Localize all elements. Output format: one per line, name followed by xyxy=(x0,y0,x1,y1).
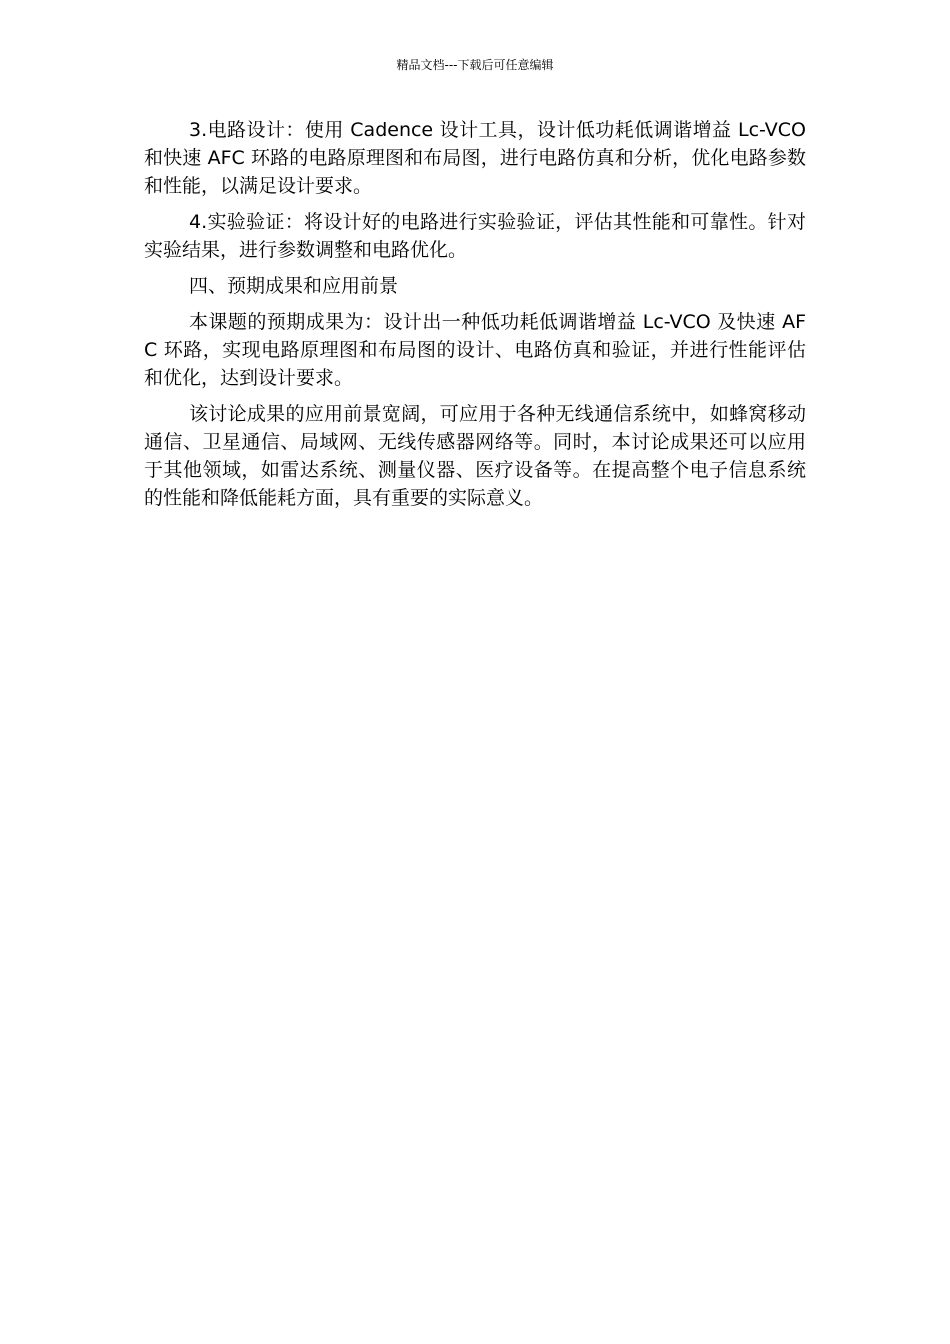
paragraph-circuit-design: 3.电路设计：使用 Cadence 设计工具，设计低功耗低调谐增益 Lc-VCO 和快速 AFC 环路的电路原理图和布局图，进行电路仿真和分析，优化电路参数和性能，以满足设计要求。 xyxy=(144,119,806,197)
document-body xyxy=(144,116,806,520)
section-heading-expected-results: 四、预期成果和应用前景 xyxy=(189,275,399,297)
page-header: 精品文档---下载后可任意编辑 xyxy=(396,58,554,72)
paragraph-application-prospects: 该讨论成果的应用前景宽阔，可应用于各种无线通信系统中，如蜂窝移动通信、卫星通信、局域网、无线传感器网络等。同时，本讨论成果还可以应用于其他领域，如雷达系统、测量仪器、医疗设备等。在提高整个电子信息系统的性能和降低能耗方面，具有重要的实际意义。 xyxy=(144,403,806,509)
paragraph-expected-results: 本课题的预期成果为：设计出一种低功耗低调谐增益 Lc-VCO 及快速 AFC 环路，实现电路原理图和布局图的设计、电路仿真和验证，并进行性能评估和优化，达到设计要求。 xyxy=(144,311,806,389)
paragraph-experiment-verification: 4.实验验证：将设计好的电路进行实验验证，评估其性能和可靠性。针对实验结果，进行参数调整和电路优化。 xyxy=(144,211,806,261)
